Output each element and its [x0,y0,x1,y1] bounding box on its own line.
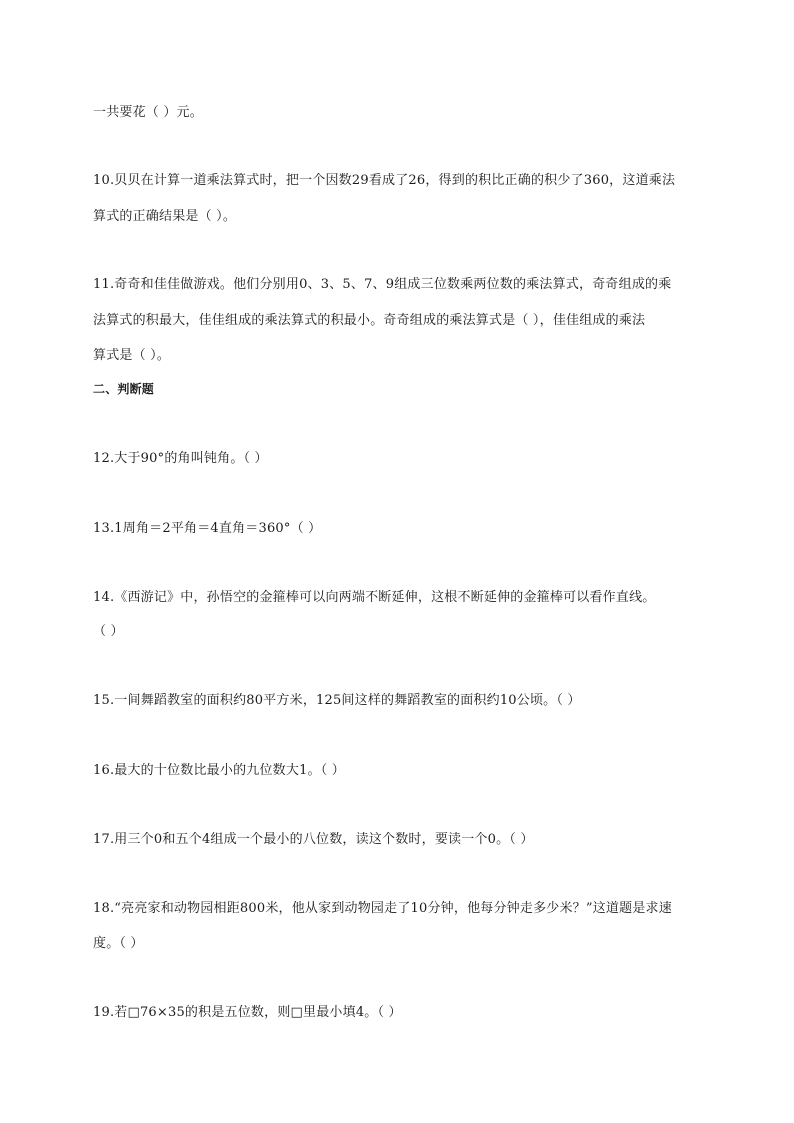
q15: 15.一间舞蹈教室的面积约80平方米，125间这样的舞蹈教室的面积约10公顷。（ ） [93,693,581,708]
section-heading-judgement: 二、判断题 [93,382,155,396]
q12: 12.大于90°的角叫钝角。（ ） [93,451,268,466]
q13: 13.1周角＝2平角＝4直角＝360°（ ） [93,521,322,536]
q11-line-1: 11.奇奇和佳佳做游戏。他们分别用0、3、5、7、9组成三位数乘两位数的乘法算式，奇奇组成的乘 [93,277,672,292]
q10-line-2: 算式的正确结果是（ ）。 [93,209,237,224]
q18-line-1: 18.“亮亮家和动物园相距800米，他从家到动物园走了10分钟，他每分钟走多少米？”这道题是求速 [93,901,672,916]
q17: 17.用三个0和五个4组成一个最小的八位数，读这个数时，要读一个0。（ ） [93,832,534,847]
q16: 16.最大的十位数比最小的九位数大1。（ ） [93,763,345,778]
q14-line-2: （ ） [93,624,124,639]
q14-line-1: 14.《西游记》中，孙悟空的金箍棒可以向两端不断延伸，这根不断延伸的金箍棒可以看作直线。 [93,590,656,605]
q11-line-2: 法算式的积最大，佳佳组成的乘法算式的积最小。奇奇组成的乘法算式是（ ），佳佳组成的乘法 [93,313,646,328]
q11-line-3: 算式是（ ）。 [93,348,171,363]
q10-line-1: 10.贝贝在计算一道乘法算式时，把一个因数29看成了26，得到的积比正确的积少了360，这道乘法 [93,173,676,188]
q19: 19.若□76×35的积是五位数，则□里最小填4。（ ） [93,1005,402,1020]
q18-line-2: 度。（ ） [93,936,144,951]
q9-continuation: 一共要花（ ）元。 [93,105,203,120]
